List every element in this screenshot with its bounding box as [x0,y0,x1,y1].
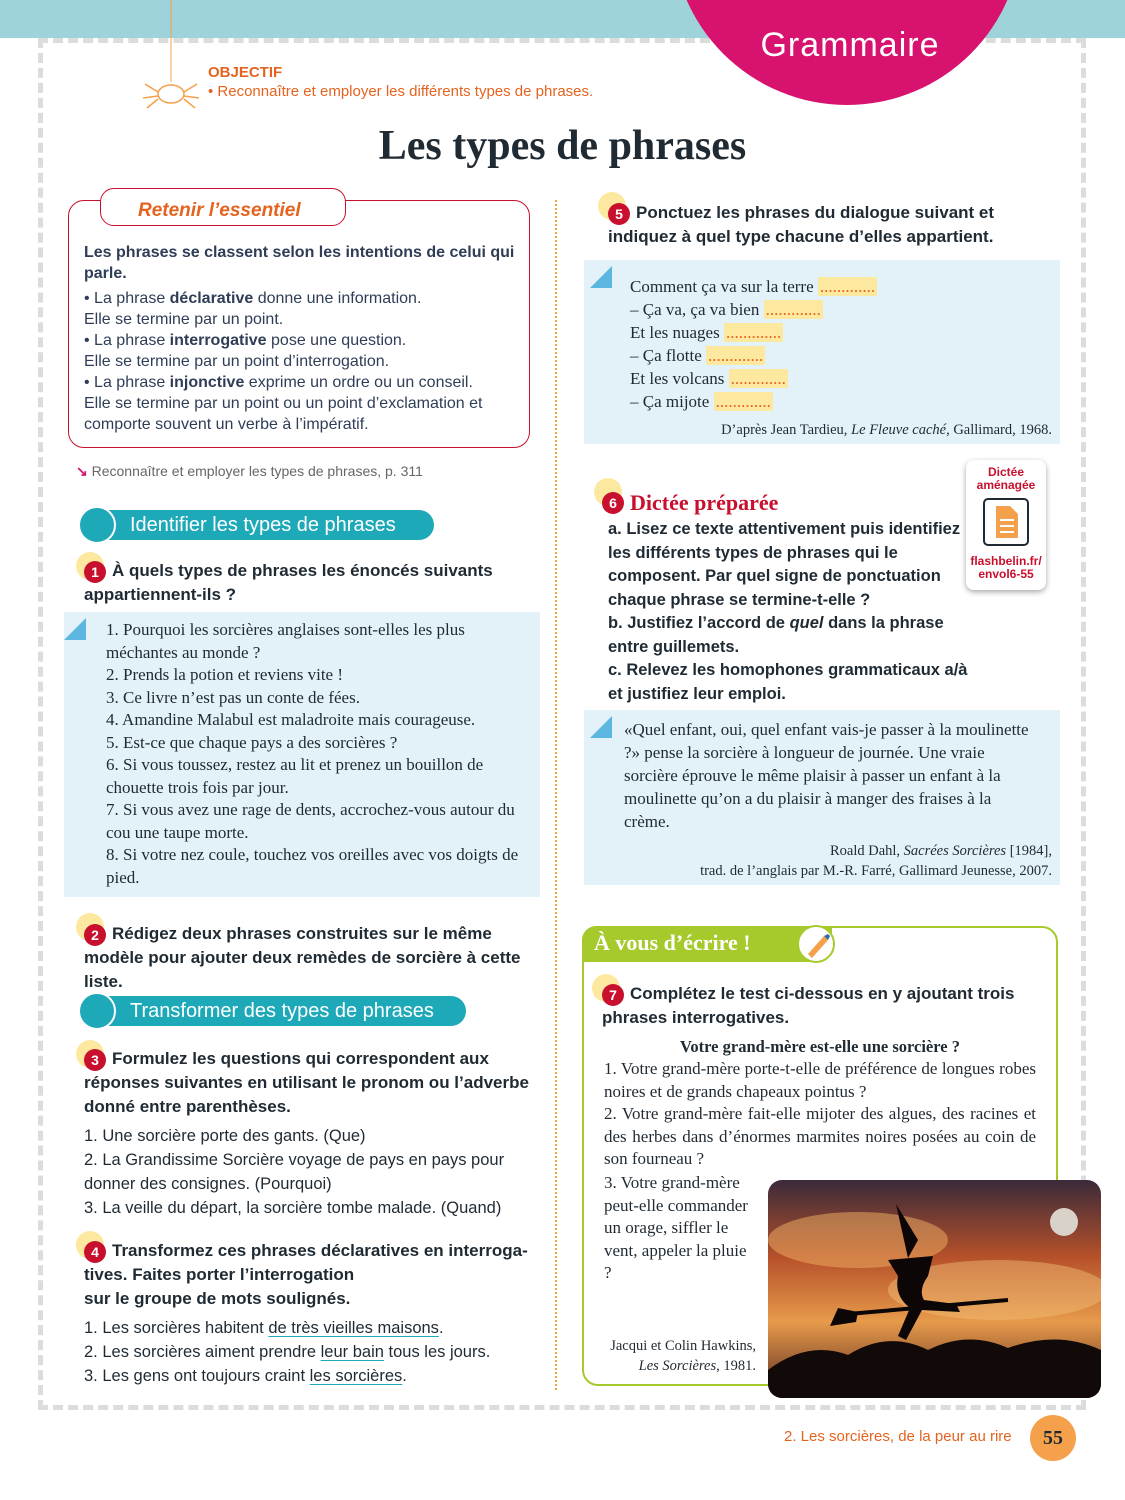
reference-link[interactable]: ↘ Reconnaître et employer les types de phrases, p. 311 [76,463,423,479]
dialogue-line: Et les nuages ............. [630,323,782,342]
exercise-7-source: Jacqui et Colin Hawkins, Les Sorcières, 1981. [610,1338,756,1374]
exercise-1-list [106,619,526,889]
list-item: 5. Est-ce que chaque pays a des sorcières ? [106,732,398,752]
corner-icon [590,266,612,288]
exercise-7: 7 Complétez le test ci-dessous en y ajoutant trois phrases interrogatives. [602,984,1015,1027]
writing-title: À vous d’écrire ! [594,930,751,955]
section-dot-icon [78,506,116,544]
arrow-icon: ↘ [76,463,88,479]
rule-declarative-end: Elle se termine par un point. [84,311,284,328]
list-item: 1. Une sorcière porte des gants. (Que) [84,1127,366,1145]
rule-injonctive: • La phrase injonctive exprime un ordre ou un conseil. [84,374,473,391]
objective-text: • Reconnaître et employer les différents types de phrases. [208,83,594,100]
list-item: 6. Si vous toussez, restez au lit et prenez un bouillon de chouette trois fois par jour. [106,755,484,797]
objective-label: OBJECTIF [208,64,283,81]
exercise-4: 4 Transformez ces phrases déclaratives en interroga- tives. Faites porter l’interrogation sur le groupe de mots soulignés. [84,1241,528,1308]
exercise-6-instructions [608,518,968,706]
rule-declarative: • La phrase déclarative donne une information. [84,290,422,307]
dictee-passage: «Quel enfant, oui, quel enfant vais-je passer à la moulinette ?» pense la sorcière à longueur de journée. Une vraie sorcière éprouve le même plaisir à passer un enfant à la moulinette qu’on a du plaisir à manger des fraises à la crème. [624,720,1029,831]
exercise-5-source: D’après Jean Tardieu, Le Fleuve caché, Gallimard, 1968. [721,422,1052,438]
corner-icon [590,716,612,738]
instruction-a: a. Lisez ce texte attentivement puis identifiez les différents types de phrases qui le composent. Par quel signe de ponctuation chaque phrase se termine-t-elle ? [608,520,961,609]
retenir-title: Retenir l’essentiel [138,200,301,221]
spider-icon [140,0,202,112]
dialogue-line: – Ça va, ça va bien ............. [630,300,821,319]
dialogue [630,275,1040,413]
witch-photo [768,1180,1101,1398]
exercise-6-source: Roald Dahl, Sacrées Sorcières [1984], trad. de l’anglais par M.-R. Farré, Gallimard Jeunesse, 2007. [700,843,1052,879]
test-item-3: 3. Votre grand-mère peut-elle commander un orage, siffler le vent, appeler la pluie ? [604,1173,748,1282]
instruction-b: b. Justifiez l’accord de quel dans la phrase entre guillemets. [608,614,944,656]
corner-icon [64,618,86,640]
test-item: 2. Votre grand-mère fait-elle mijoter des algues, des racines et des herbes dans d’énormes marmites noires posées au coin de son fourneau ? [604,1104,1036,1168]
section-identify: Identifier les types de phrases [84,510,434,540]
test-item: 1. Votre grand-mère porte-t-elle de préférence de longues robes noires et de grands chapeaux pointus ? [604,1059,1036,1101]
dictee-card-label: Dictée aménagée [976,465,1036,492]
exercise-6-title: 6 Dictée préparée [602,490,778,516]
chapter-title: 2. Les sorcières, de la peur au rire [784,1428,1012,1445]
test-items [604,1058,1036,1171]
dialogue-line: Et les volcans ............. [630,369,786,388]
rule-interrogative: • La phrase interrogative pose une question. [84,332,407,349]
dialogue-line: – Ça mijote ............. [630,392,771,411]
pencil-icon [796,924,840,964]
page-title: Les types de phrases [378,123,747,169]
list-item: 3. La veille du départ, la sorcière tombe malade. (Quand) [84,1199,502,1217]
dialogue-line: – Ça flotte ............. [630,346,764,365]
instruction-c: c. Relevez les homophones grammaticaux a/à et justifiez leur emploi. [608,661,968,703]
retenir-body [84,242,520,435]
exercise-1: 1 À quels types de phrases les énoncés suivants appartiennent-ils ? [84,561,493,604]
rule-injonctive-end: Elle se termine par un point ou un point d’exclamation et comporte souvent un verbe à l’impératif. [84,395,483,433]
list-item: 2. Prends la potion et reviens vite ! [106,665,344,684]
section-dot-icon [78,992,116,1030]
exercise-4-list [84,1316,540,1388]
test-title: Votre grand-mère est-elle une sorcière ? [680,1037,960,1056]
list-item: 1. Pourquoi les sorcières anglaises sont-elles les plus méchantes au monde ? [106,620,465,662]
list-item: 8. Si votre nez coule, touchez vos oreilles avec vos doigts de pied. [106,845,519,887]
exercise-3: 3 Formulez les questions qui correspondent aux réponses suivantes en utilisant le pronom ou l’adverbe donné entre parenthèses. [84,1049,529,1116]
list-item: 2. La Grandissime Sorcière voyage de pays en pays pour donner des consignes. (Pourquoi) [84,1151,505,1193]
page-number: 55 [1030,1415,1076,1461]
list-item: 7. Si vous avez une rage de dents, accrochez-vous autour du cou une taupe morte. [106,800,515,842]
list-item: 3. Ce livre n’est pas un conte de fées. [106,687,360,707]
retenir-intro: Les phrases se classent selon les intentions de celui qui parle. [84,244,515,282]
list-item: 2. Les sorcières aiment prendre leur bain tous les jours. [84,1343,491,1361]
dictee-link[interactable]: flashbelin.fr/ envol6-55 [970,554,1042,581]
section-label: Grammaire [760,26,940,64]
column-divider [555,200,557,1390]
document-icon [978,496,1034,550]
list-item: 4. Amandine Malabul est maladroite mais courageuse. [106,710,476,729]
rule-interrogative-end: Elle se termine par un point d’interrogation. [84,353,390,370]
list-item: 3. Les gens ont toujours craint les sorcières. [84,1367,407,1385]
exercise-5: 5 Ponctuez les phrases du dialogue suivant et indiquez à quel type chacune d’elles appartient. [608,203,995,246]
section-transform: Transformer des types de phrases [84,996,466,1026]
exercise-3-list [84,1124,540,1220]
exercise-2: 2 Rédigez deux phrases construites sur le même modèle pour ajouter deux remèdes de sorcière à cette liste. [84,924,521,991]
dialogue-line: Comment ça va sur la terre ............. [630,277,876,296]
list-item: 1. Les sorcières habitent de très vieilles maisons. [84,1319,444,1337]
